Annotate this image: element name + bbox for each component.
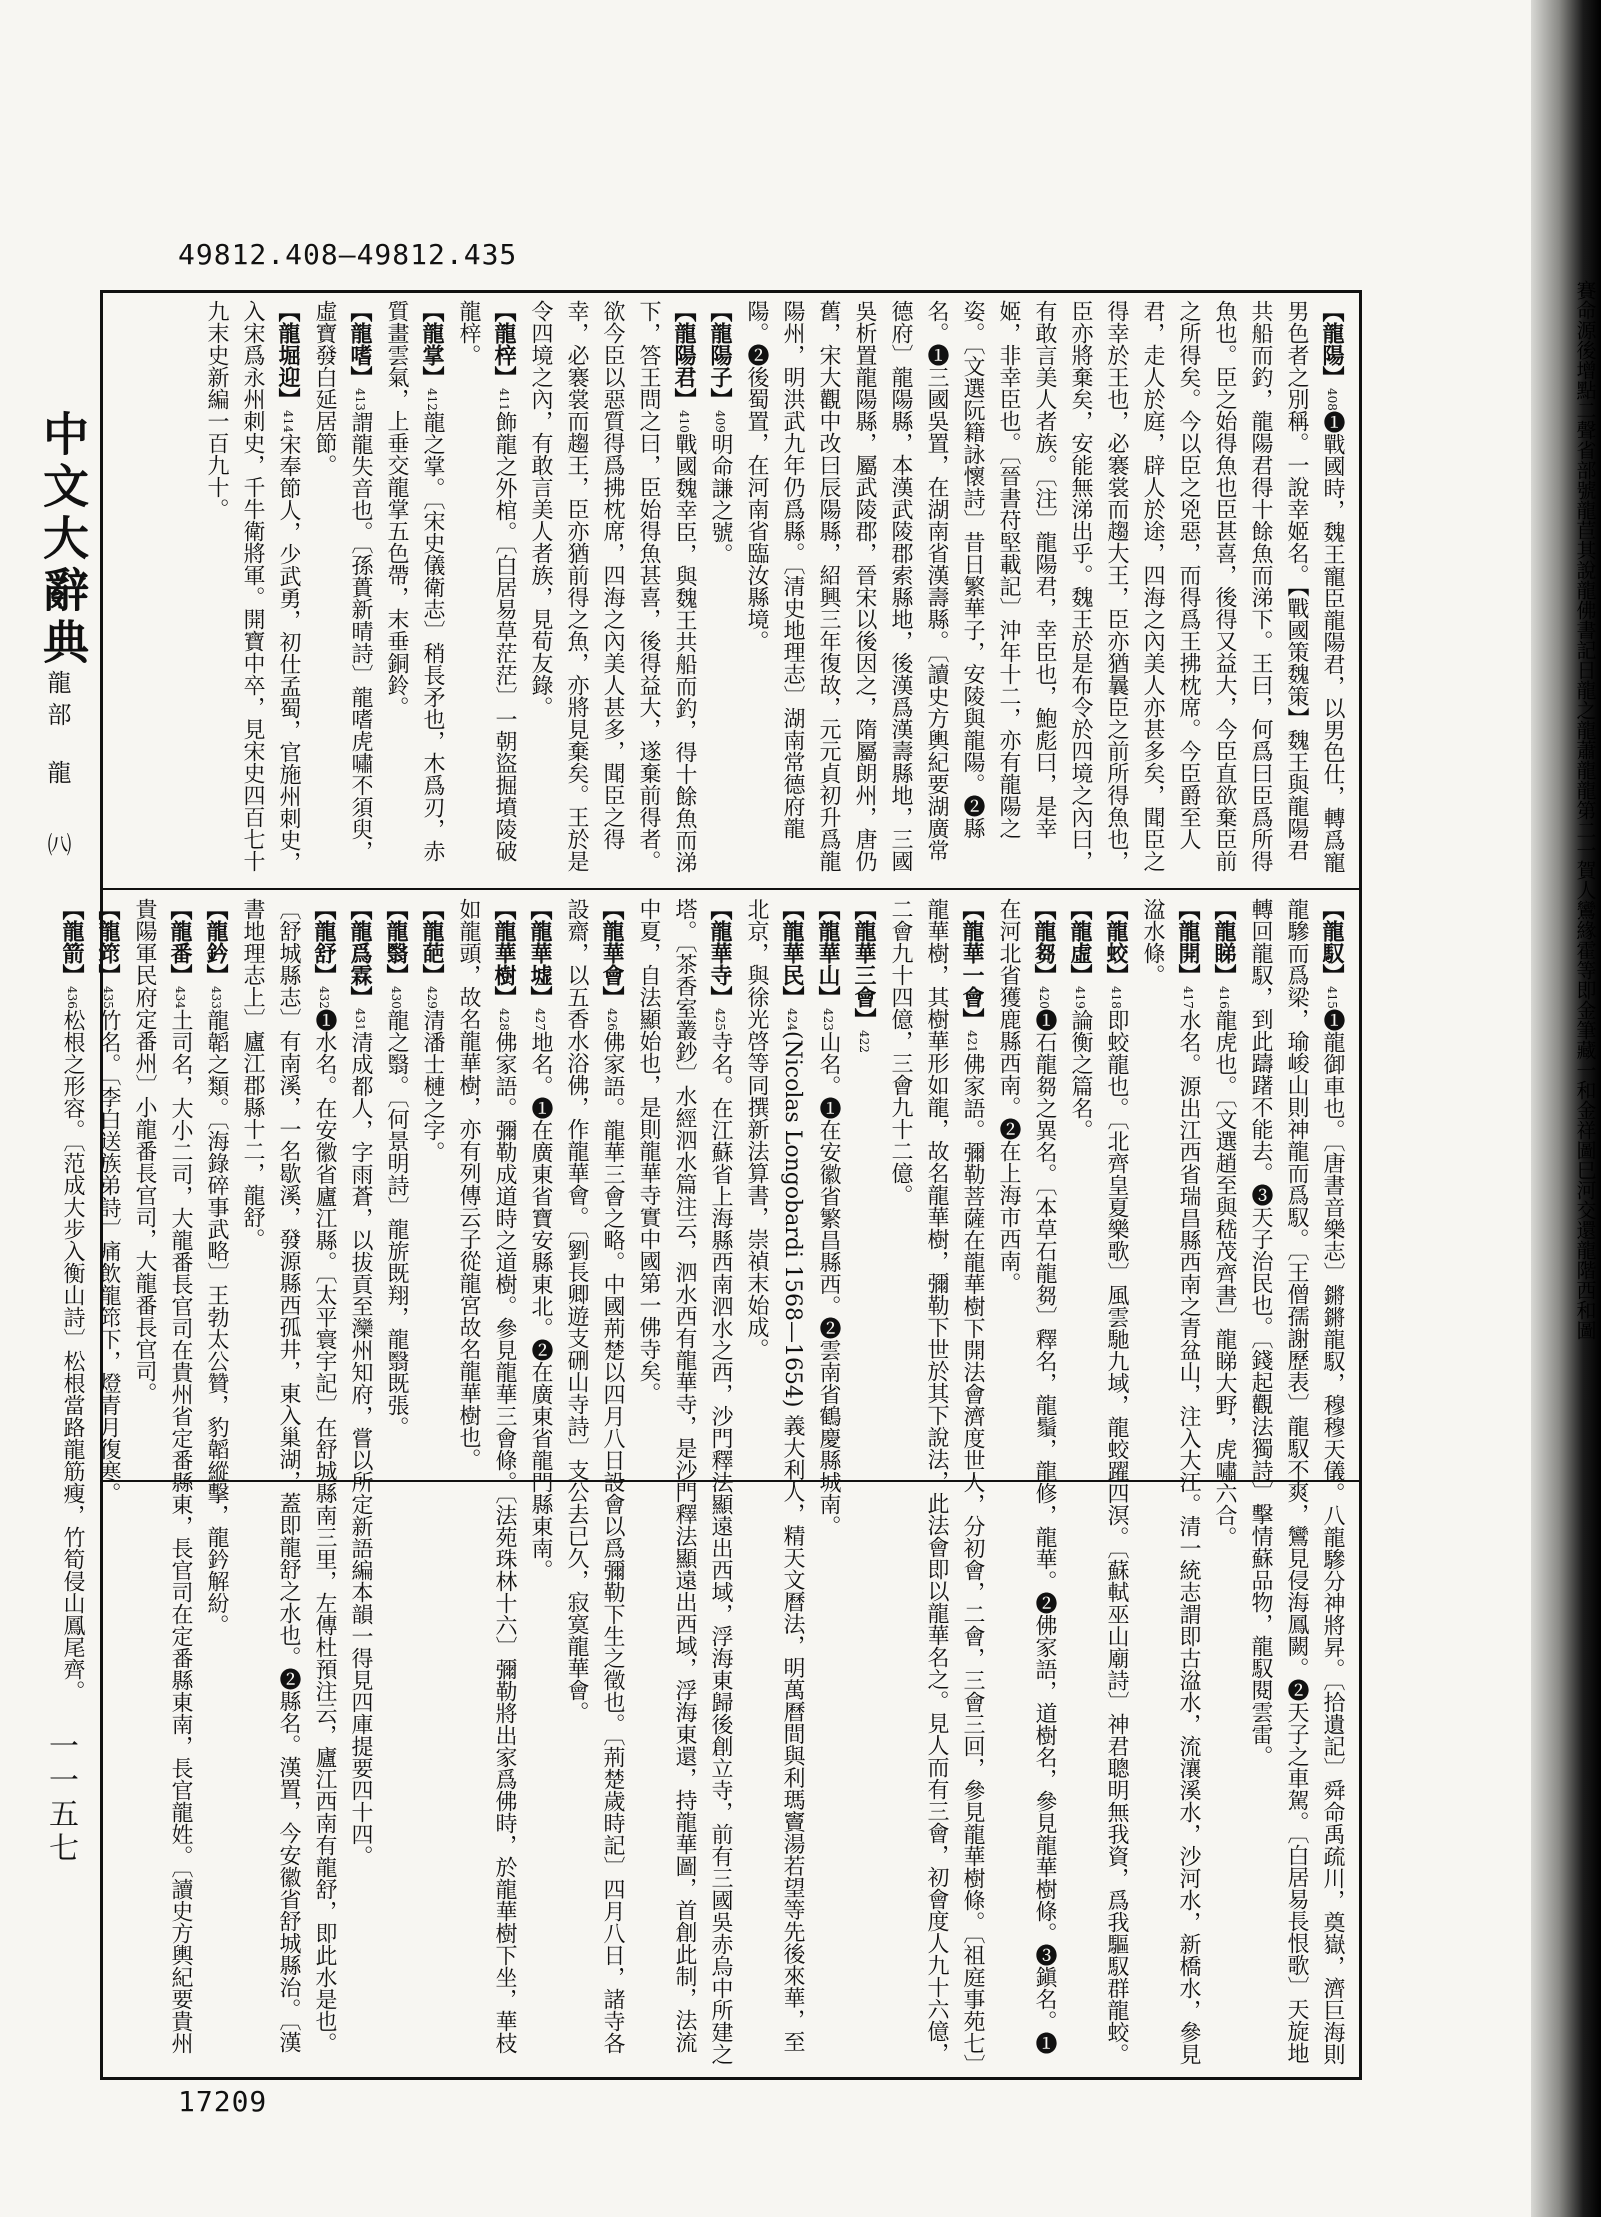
entry-definition: ❶戰國時，魏王寵臣龍陽君，以男色仕，轉爲寵男色者之別稱。一說幸姬名。【戰國策魏策】魏王與龍陽君共船而釣，龍陽君得十餘魚而涕下。王曰，何爲曰臣爲所得魚也。臣之始得魚也臣甚喜，後得又益大，今臣直欲棄臣前之所得矣。今以臣之兇惡，而得爲王拂枕席。今臣爵至人君，走人於庭，辟人於途，四海之內美人亦甚多矣，聞臣之得幸於王也，必褰裳而趨大王，臣亦猶曩臣之前所得魚也，臣亦將棄矣，安能無涕出乎。魏王於是布令於四境之內曰，有敢言美人者族。〔注〕龍陽君，幸臣也，鮑彪曰，是幸姬，非幸臣也。〔晉書苻堅載記〕沖年十二，亦有龍陽之姿。〔文選阮籍詠懷詩〕昔日繁華子，安陵與龍陽。❷縣名。❶三國吳置，在湖南省漢壽縣。〔讀史方輿紀要湖廣常德府〕龍陽縣，本漢武陵郡索縣地，後漢爲漢壽縣地，三國吳析置龍陽縣，屬武陵郡，晉宋以後因之，隋屬朗州，唐仍舊，宋大觀中改曰辰陽縣，紹興三年復故，元元貞初升爲龍陽州，明洪武九年仍爲縣。〔清史地理志〕湖南常德府龍陽。❷後蜀置，在河南省臨汝縣境。: [744, 300, 1345, 873]
entry-headword: 【龍番】: [167, 898, 193, 986]
entry-number: 435: [101, 986, 115, 1009]
entry-headword: 【龍開】: [1175, 898, 1201, 986]
dictionary-entry: [1206, 898, 1242, 2070]
dictionary-entry: [450, 898, 522, 2070]
entry-definition: 水名。源出江西省瑞昌縣西南之青盆山，注入大江。清一統志謂即古湓水，流瀼溪水，沙河水，新橋水，參見湓水條。: [1140, 898, 1201, 2065]
entry-number: 433: [209, 986, 223, 1009]
dictionary-entry: [522, 898, 558, 2070]
entry-headword: 【龍馭】: [1319, 898, 1345, 986]
dictionary-entry: [198, 300, 306, 880]
entry-headword: 【龍華會】: [599, 898, 625, 1008]
entry-headword: 【龍葩】: [419, 898, 445, 986]
entry-definition: ❶水名。在安徽省廬江縣。〔太平寰宇記〕在舒城縣南三里，左傳杜預注云，廬江西南有龍舒，即此水是也。〔舒城縣志〕有南溪，一名歇溪，發源縣西孤井，東入巢湖，蓋即龍舒之水也。❷縣名。漢置，今安徽省舒城縣治。〔漢書地理志上〕廬江郡縣十二，龍舒。: [240, 898, 337, 2054]
entry-number: 430: [389, 986, 403, 1009]
dictionary-entry: [882, 898, 990, 2070]
dictionary-entry: [90, 898, 126, 2070]
entry-headword: 【龍芻】: [1031, 898, 1057, 986]
entry-number: 427: [533, 1008, 547, 1031]
entry-headword: 【龍虛】: [1067, 898, 1093, 986]
entry-headword: 【龍華一會】: [959, 898, 985, 1030]
page-number: 17209: [178, 2085, 268, 2118]
entry-number: 411: [497, 388, 511, 411]
dictionary-entry: [54, 898, 90, 2070]
entry-number: 416: [1217, 986, 1231, 1009]
adjacent-page-edge: 賽命源後增點二聲省部號龍苣其說龍佛書記日龍之龍蕭龍龍第二一賀人鸞緣霍等即金筆藏一和金祥圖巳河交還龍階西和圖: [1573, 280, 1597, 1340]
entry-number: 413: [353, 388, 367, 411]
section-divider: [100, 888, 1362, 890]
dictionary-title: 中文大辭典: [36, 410, 90, 670]
entry-number: 422: [857, 1030, 871, 1053]
entry-definition: 竹名。〔李白送族弟詩〕痛飲龍筇下，燈青月復寒。: [96, 1008, 121, 1504]
entry-definition: 戰國魏幸臣，與魏王共船而釣，得十餘魚而涕下，答王問之曰，臣始得魚甚喜，後得益大，遂棄前得者。欲今臣以惡質得爲拂枕席，四海之內美人甚多，聞臣之得幸，必褰裳而趨王，臣亦猶前得之魚，亦將見棄矣。王於是令四境之內，有敢言美人者族，見荀友錄。: [528, 300, 697, 873]
entry-definition: 龍虎也。〔文選趙至與嵇茂齊書〕龍睇大野，虎嘯六合。: [1212, 1008, 1237, 1548]
entry-number: 415: [1325, 986, 1339, 1009]
entry-definition: 佛家語。彌勒成道時之道樹。參見龍華三會條。〔法苑珠林十六〕彌勒將出家爲佛時，於龍華樹下坐，華枝如龍頭，故名龍華樹，亦有列傳云子從龍宮故名龍華樹也。: [456, 898, 517, 2054]
dictionary-entry: [414, 898, 450, 2070]
entry-definition: 山名。❶在安徽省繁昌縣西。❷雲南省鶴慶縣城南。: [816, 1030, 841, 1537]
entry-number: 421: [965, 1030, 979, 1053]
entry-definition: ❶龍御車也。〔唐書音樂志〕鏘鏘龍馭，穆穆天儀。八龍驂分神將昇。〔拾遺記〕舜命禹疏川，奠嶽，濟巨海則龍驂而爲梁，瑜峻山則神龍而爲馭。〔王僧孺謝歷表〕龍馭不爽，鸞見侵海鳳闕。❷天子之車駕。〔白居易長恨歌〕天旋地轉回龍馭，到此躊躇不能去。❸天子治民也。〔錢起觀法獨詩〕擊情蘇品物，龍馭閱雲雷。: [1248, 898, 1345, 2065]
entry-headword: 【龍梓】: [491, 300, 517, 388]
dictionary-entry: [846, 898, 882, 2070]
dictionary-entry: [1242, 898, 1350, 2070]
entry-number: 420: [1037, 986, 1051, 1009]
entry-headword: 【龍箭】: [59, 898, 85, 986]
entry-definition: 謂龍失音也。〔孫蕢新晴詩〕龍嗜虎嘯不須臾，虛寶發白延居節。: [312, 300, 373, 862]
entry-number: 426: [605, 1008, 619, 1031]
entry-number: 436: [65, 986, 79, 1009]
entry-definition: 松根之形容。〔范成大步入衡山詩〕松根當路龍筋瘦，竹筍侵山鳳尾齊。: [60, 1008, 85, 1702]
entry-headword: 【龍華樹】: [491, 898, 517, 1008]
entry-headword: 【龍陽】: [1319, 300, 1345, 388]
radical-label: 龍部: [43, 670, 71, 734]
entry-number: 432: [317, 986, 331, 1009]
dictionary-entry: [990, 898, 1062, 2070]
entry-number: 431: [353, 1008, 367, 1031]
entry-headword: 【龍鈐】: [203, 898, 229, 986]
entry-headword: 【龍陽君】: [671, 300, 697, 410]
entry-definition: 龍之翳。〔何景明詩〕龍旂既翔，龍翳既張。: [384, 1008, 409, 1438]
entry-definition: 清潘士槤之字。: [420, 1008, 445, 1163]
entry-number: 429: [425, 986, 439, 1009]
entry-number: 410: [677, 410, 691, 433]
dictionary-entry: [738, 898, 810, 2070]
entry-headword: 【龍蛟】: [1103, 898, 1129, 986]
dictionary-entry: [306, 300, 378, 880]
entry-number: 434: [173, 986, 187, 1009]
dictionary-entry: [1098, 898, 1134, 2070]
entry-headword: 【龍筇】: [95, 898, 121, 986]
entry-headword: 【龍嗜】: [347, 300, 373, 388]
dictionary-entry: [234, 898, 342, 2070]
dictionary-entry: [450, 300, 522, 880]
entry-definition: 明命謙之號。: [708, 432, 733, 565]
entry-definition: ❶石龍芻之異名。〔本草石龍芻〕釋名，龍鬚，龍修，龍華。❷佛家語，道樹名，參見龍華樹條。❸鎭名。❶在河北省獲鹿縣西南。❷在上海市西南。: [996, 898, 1057, 2054]
entry-number: 423: [821, 1008, 835, 1031]
entry-number: 418: [1109, 986, 1123, 1009]
entry-definition: 龍之掌。〔宋史儀衛志〕稍長矛也，木爲刃，赤質畫雲氣，上垂交龍掌五色帶，末垂銅鈴。: [384, 300, 445, 862]
entry-definition: 地名。❶在廣東省寶安縣東北。❷在廣東省龍門縣東南。: [528, 1030, 553, 1581]
dictionary-entry: [522, 300, 702, 880]
dictionary-entry: [378, 300, 450, 880]
entry-range-header: 49812.408—49812.435: [178, 238, 518, 271]
dictionary-entry: [378, 898, 414, 2070]
entry-definition: 論衡之篇名。: [1068, 1008, 1093, 1141]
entry-number: 419: [1073, 986, 1087, 1009]
entry-headword: 【龍華墟】: [527, 898, 553, 1008]
entry-number: 412: [425, 388, 439, 411]
dictionary-entry: [1062, 898, 1098, 2070]
entry-definition: 土司名，大小二司，大龍番長官司在貴州省定番縣東，長官司在定番縣東南，長官龍姓。〔讀史方輿紀要貴州貴陽軍民府定番州〕小龍番長官司，大龍番長官司。: [132, 898, 193, 2054]
character-label: 龍 ㈧: [43, 760, 71, 866]
entry-definition: 佛家語。龍華三會之略。中國荊楚以四月八日設會以爲彌勒下生之徵也。〔荊楚歲時記〕四月八日，諸寺各設齋，以五香水浴佛，作龍華會。〔劉長卿遊支硎山寺詩〕支公去已久，寂寞龍華會。: [564, 898, 625, 2054]
entry-headword: 【龍舒】: [311, 898, 337, 986]
entry-headword: 【龍掌】: [419, 300, 445, 388]
dictionary-entry: [630, 898, 738, 2070]
entry-definition: 清成都人，字雨蒼，以拔貢至灤州知府，嘗以所定新語編本韻一得見四庫提要四十四。: [348, 1030, 373, 1867]
dictionary-entry: [198, 898, 234, 2070]
entry-definition: 即蛟龍也。〔北齊皇夏樂歌〕風雲馳九域，龍蛟躍四溟。〔蘇軾巫山廟詩〕神君聰明無我資，爲我驅馭群龍蛟。: [1104, 1008, 1129, 2065]
entry-number: 409: [713, 410, 727, 433]
dictionary-entry: [558, 898, 630, 2070]
entry-definition: 龍韜之類。〔海錄碎事武略〕王勃太公贊，豹韜縱擊，龍鈐解紛。: [204, 1008, 229, 1636]
entries-section-1: [110, 300, 1350, 880]
chinese-page-number: 一一五七: [43, 1730, 78, 1866]
dictionary-entry: [738, 300, 1350, 880]
dictionary-entry: [1134, 898, 1206, 2070]
entry-headword: 【龍華民】: [779, 898, 805, 1008]
entry-headword: 【龍華三會】: [851, 898, 877, 1030]
entry-headword: 【龍華山】: [815, 898, 841, 1008]
entry-headword: 【龍堀迎】: [275, 300, 301, 410]
entry-headword: 【龍華寺】: [707, 898, 733, 1008]
entry-number: 417: [1181, 986, 1195, 1009]
entry-headword: 【龍爲霖】: [347, 898, 373, 1008]
entry-number: 408: [1325, 388, 1339, 411]
entry-number: 425: [713, 1008, 727, 1031]
entry-headword: 【龍陽子】: [707, 300, 733, 410]
dictionary-entry: [810, 898, 846, 2070]
entry-definition: (Nicolas Longobardi 1568—1654) 義大利人，精天文曆法，明萬曆間與利瑪竇湯若望等先後來華，至北京，與徐光啓等同撰新法算書，崇禎末始成。: [744, 898, 805, 2053]
entry-number: 428: [497, 1008, 511, 1031]
entry-number: 414: [281, 410, 295, 433]
entry-definition: 佛家語。彌勒菩薩在龍華樹下開法會濟度世人，分初會，二會，三會三回，參見龍華樹條。〔祖庭事苑七〕龍華樹，其樹華形如龍，故名龍華樹，彌勒下世於其下說法，此法會即以龍華名之。見人而有三會，初會度人九十六億，二會九十四億，三會九十二億。: [888, 898, 985, 2065]
entry-headword: 【龍翳】: [383, 898, 409, 986]
entry-headword: 【龍睇】: [1211, 898, 1237, 986]
entry-number: 424: [785, 1008, 799, 1031]
entry-definition: 飾龍之外棺。〔白居易草茫茫〕一朝盜掘墳陵破龍梓。: [456, 300, 517, 862]
dictionary-entry: [342, 898, 378, 2070]
dictionary-entry: [702, 300, 738, 880]
entry-definition: 寺名。在江蘇省上海縣西南泗水之西，沙門釋法顯遠出西域，浮海東歸後創立寺，前有三國吳赤烏中所建之塔。〔茶香室叢鈔〕水經泗水篇注云，泗水西有龍華寺，是沙門釋法顯遠出西域，浮海東還，持龍華圖，首創此制，法流中夏，自法顯始也，是則龍華寺實中國第一佛寺矣。: [636, 898, 733, 2065]
entry-definition: 宋奉節人，少武勇，初仕孟蜀，官施州刺史，入宋爲永州刺史，千牛衛將軍。開寶中卒，見宋史四百七十九末史新編一百九十。: [204, 300, 301, 873]
dictionary-entry: [126, 898, 198, 2070]
